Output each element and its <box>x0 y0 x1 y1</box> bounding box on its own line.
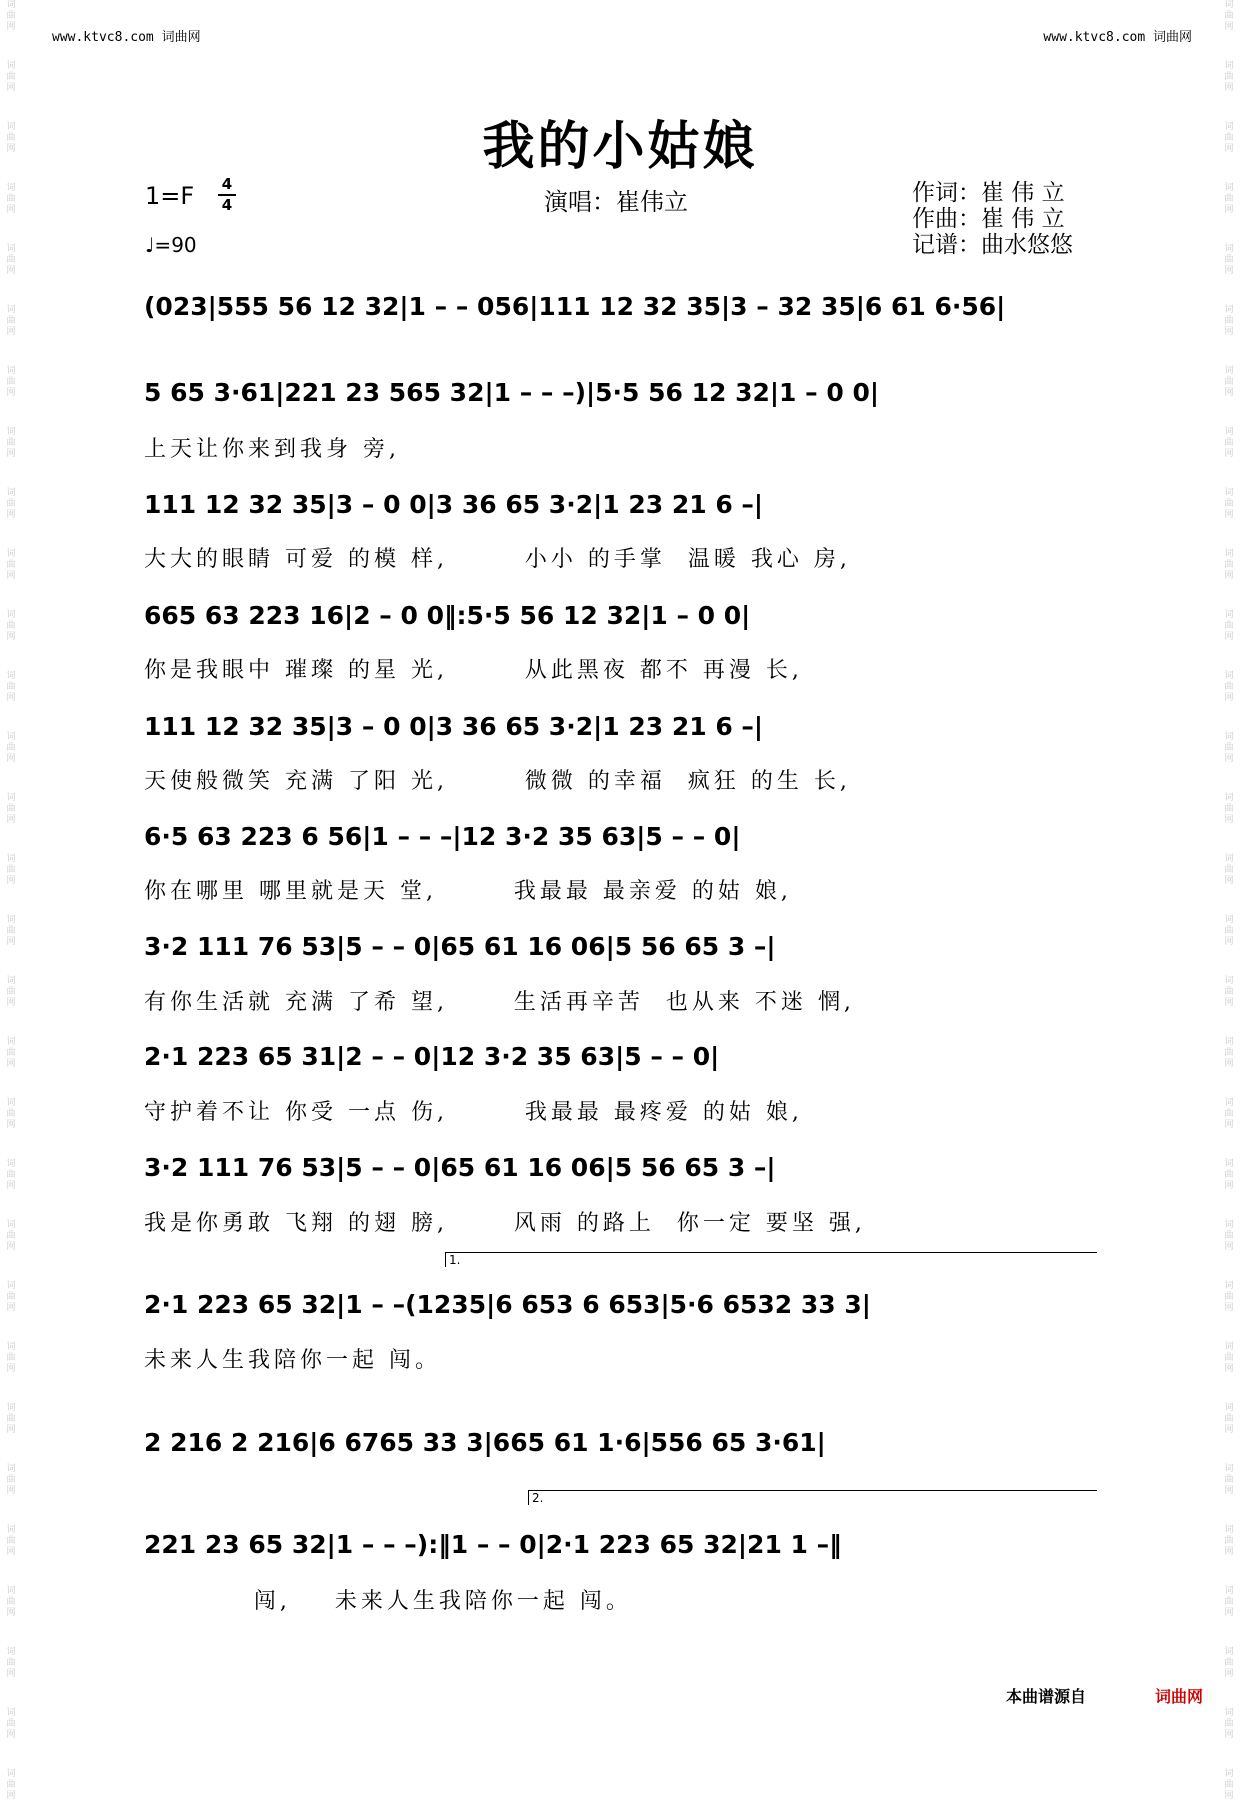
watermark-glyph: 词 曲 网 <box>6 122 16 154</box>
watermark-glyph: 词 曲 网 <box>6 1708 16 1740</box>
watermark-glyph: 词 曲 网 <box>1224 427 1234 459</box>
notation-line: 5 65 3·61|221 23 565 32|1 – – –)|5·5 56 12 32|1 – 0 0| <box>144 378 879 407</box>
lyric-line: 大大的眼睛 可爱 的模 样, 小小 的手掌 温暖 我心 房, <box>144 547 851 572</box>
watermark-glyph: 词 曲 网 <box>1224 1342 1234 1374</box>
watermark-glyph: 词 曲 网 <box>1224 1037 1234 1069</box>
watermark-glyph: 词 曲 网 <box>6 1342 16 1374</box>
watermark-glyph: 词 曲 网 <box>1224 1464 1234 1496</box>
watermark-glyph: 词 曲 网 <box>1224 1525 1234 1557</box>
key-signature: 1=F <box>145 182 195 210</box>
watermark-glyph: 词 曲 网 <box>6 305 16 337</box>
watermark-glyph: 词 曲 网 <box>1224 366 1234 398</box>
watermark-glyph: 词 曲 网 <box>1224 610 1234 642</box>
watermark-glyph: 词 曲 网 <box>1224 0 1234 32</box>
lyric-line: 你是我眼中 璀璨 的星 光, 从此黑夜 都不 再漫 长, <box>144 658 803 683</box>
time-signature-top: 4 <box>221 175 233 193</box>
lyric-line: 上天让你来到我身 旁, <box>144 437 400 462</box>
watermark-glyph: 词 曲 网 <box>1224 793 1234 825</box>
transcriber-credit: 记谱：曲水悠悠 <box>912 232 1073 258</box>
watermark-glyph: 词 曲 网 <box>6 1647 16 1679</box>
watermark-glyph: 词 曲 网 <box>1224 305 1234 337</box>
notation-line: 6·5 63 223 6 56|1 – – –|12 3·2 35 63|5 – – 0| <box>144 822 741 851</box>
notation-line: 111 12 32 35|3 – 0 0|3 36 65 3·2|1 23 21 6 –| <box>144 712 764 741</box>
lyric-line: 未来人生我陪你一起 闯。 <box>144 1348 441 1373</box>
left-watermark-border <box>0 0 22 1801</box>
notation-line: 3·2 111 76 53|5 – – 0|65 61 16 06|5 56 65 3 –| <box>144 1153 776 1182</box>
watermark-glyph: 词 曲 网 <box>1224 1281 1234 1313</box>
watermark-glyph: 词 曲 网 <box>6 1464 16 1496</box>
watermark-glyph: 词 曲 网 <box>1224 1403 1234 1435</box>
notation-line: 221 23 65 32|1 – – –):‖1 – – 0|2·1 223 65 32|21 1 –‖ <box>144 1530 842 1559</box>
watermark-glyph: 词 曲 网 <box>1224 1159 1234 1191</box>
watermark-glyph: 词 曲 网 <box>1224 732 1234 764</box>
lyric-line: 天使般微笑 充满 了阳 光, 微微 的幸福 疯狂 的生 长, <box>144 769 851 794</box>
lyric-line: 有你生活就 充满 了希 望, 生活再辛苦 也从来 不迷 惘, <box>144 990 855 1015</box>
watermark-glyph: 词 曲 网 <box>6 1159 16 1191</box>
watermark-glyph: 词 曲 网 <box>1224 1220 1234 1252</box>
lyricist-credit: 作词：崔 伟 立 <box>912 180 1065 206</box>
watermark-glyph: 词 曲 网 <box>1224 488 1234 520</box>
footer-logo[interactable]: 词曲网 <box>1155 1687 1204 1706</box>
watermark-glyph: 词 曲 网 <box>1224 915 1234 947</box>
lyric-line: 你在哪里 哪里就是天 堂, 我最最 最亲爱 的姑 娘, <box>144 879 792 904</box>
watermark-glyph: 词 曲 网 <box>6 671 16 703</box>
watermark-glyph: 词 曲 网 <box>1224 854 1234 886</box>
watermark-glyph: 词 曲 网 <box>1224 183 1234 215</box>
time-signature <box>218 176 236 214</box>
watermark-glyph: 词 曲 网 <box>1224 1647 1234 1679</box>
watermark-glyph: 词 曲 网 <box>6 1403 16 1435</box>
watermark-glyph: 词 曲 网 <box>6 366 16 398</box>
tempo-marking: ♩=90 <box>145 233 197 257</box>
watermark-glyph: 词 曲 网 <box>1224 61 1234 93</box>
right-watermark-border <box>1218 0 1240 1801</box>
notation-line: (023|555 56 12 32|1 – – 056|111 12 32 35|3 – 32 35|6 61 6·56| <box>144 292 1006 321</box>
volta-second: 2. <box>528 1490 1097 1505</box>
watermark-glyph: 词 曲 网 <box>6 1098 16 1130</box>
watermark-glyph: 词 曲 网 <box>1224 1098 1234 1130</box>
lyric-line: 守护着不让 你受 一点 伤, 我最最 最疼爱 的姑 娘, <box>144 1100 803 1125</box>
watermark-glyph: 词 曲 网 <box>6 244 16 276</box>
watermark-glyph: 词 曲 网 <box>6 427 16 459</box>
notation-line: 3·2 111 76 53|5 – – 0|65 61 16 06|5 56 65 3 –| <box>144 932 776 961</box>
volta-first: 1. <box>445 1252 1097 1267</box>
header-site-right[interactable]: www.ktvc8.com 词曲网 <box>1043 30 1192 45</box>
watermark-glyph: 词 曲 网 <box>6 854 16 886</box>
time-signature-bottom: 4 <box>221 196 233 214</box>
notation-line: 2·1 223 65 32|1 – –(1235|6 653 6 653|5·6 6532 33 3| <box>144 1290 871 1319</box>
watermark-glyph: 词 曲 网 <box>1224 1586 1234 1618</box>
watermark-glyph: 词 曲 网 <box>6 1769 16 1801</box>
notation-line: 2 216 2 216|6 6765 33 3|665 61 1·6|556 65 3·61| <box>144 1428 826 1457</box>
watermark-glyph: 词 曲 网 <box>6 1037 16 1069</box>
watermark-glyph: 词 曲 网 <box>1224 1769 1234 1801</box>
watermark-glyph: 词 曲 网 <box>1224 549 1234 581</box>
watermark-glyph: 词 曲 网 <box>6 183 16 215</box>
song-title: 我的小姑娘 <box>482 116 758 177</box>
watermark-glyph: 词 曲 网 <box>1224 1708 1234 1740</box>
watermark-glyph: 词 曲 网 <box>6 1525 16 1557</box>
watermark-glyph: 词 曲 网 <box>6 976 16 1008</box>
watermark-glyph: 词 曲 网 <box>6 549 16 581</box>
composer-credit: 作曲：崔 伟 立 <box>912 206 1065 232</box>
watermark-glyph: 词 曲 网 <box>6 793 16 825</box>
watermark-glyph: 词 曲 网 <box>1224 244 1234 276</box>
singer-credit: 演唱：崔伟立 <box>544 188 688 216</box>
credits-block <box>912 180 1073 258</box>
lyric-line: 闯, 未来人生我陪你一起 闯。 <box>144 1589 632 1614</box>
watermark-glyph: 词 曲 网 <box>1224 976 1234 1008</box>
notation-line: 2·1 223 65 31|2 – – 0|12 3·2 35 63|5 – – 0| <box>144 1042 720 1071</box>
notation-line: 665 63 223 16|2 – 0 0‖:5·5 56 12 32|1 – 0 0| <box>144 601 751 630</box>
watermark-glyph: 词 曲 网 <box>6 1586 16 1618</box>
watermark-glyph: 词 曲 网 <box>1224 671 1234 703</box>
watermark-glyph: 词 曲 网 <box>6 915 16 947</box>
header-site-left[interactable]: www.ktvc8.com 词曲网 <box>52 30 201 45</box>
watermark-glyph: 词 曲 网 <box>6 0 16 32</box>
watermark-glyph: 词 曲 网 <box>6 61 16 93</box>
watermark-glyph: 词 曲 网 <box>6 1220 16 1252</box>
watermark-glyph: 词 曲 网 <box>6 732 16 764</box>
notation-line: 111 12 32 35|3 – 0 0|3 36 65 3·2|1 23 21 6 –| <box>144 490 764 519</box>
watermark-glyph: 词 曲 网 <box>6 488 16 520</box>
watermark-glyph: 词 曲 网 <box>6 610 16 642</box>
watermark-glyph: 词 曲 网 <box>6 1281 16 1313</box>
lyric-line: 我是你勇敢 飞翔 的翅 膀, 风雨 的路上 你一定 要坚 强, <box>144 1211 866 1236</box>
watermark-glyph: 词 曲 网 <box>1224 122 1234 154</box>
footer-source-label: 本曲谱源自 <box>1006 1687 1087 1706</box>
